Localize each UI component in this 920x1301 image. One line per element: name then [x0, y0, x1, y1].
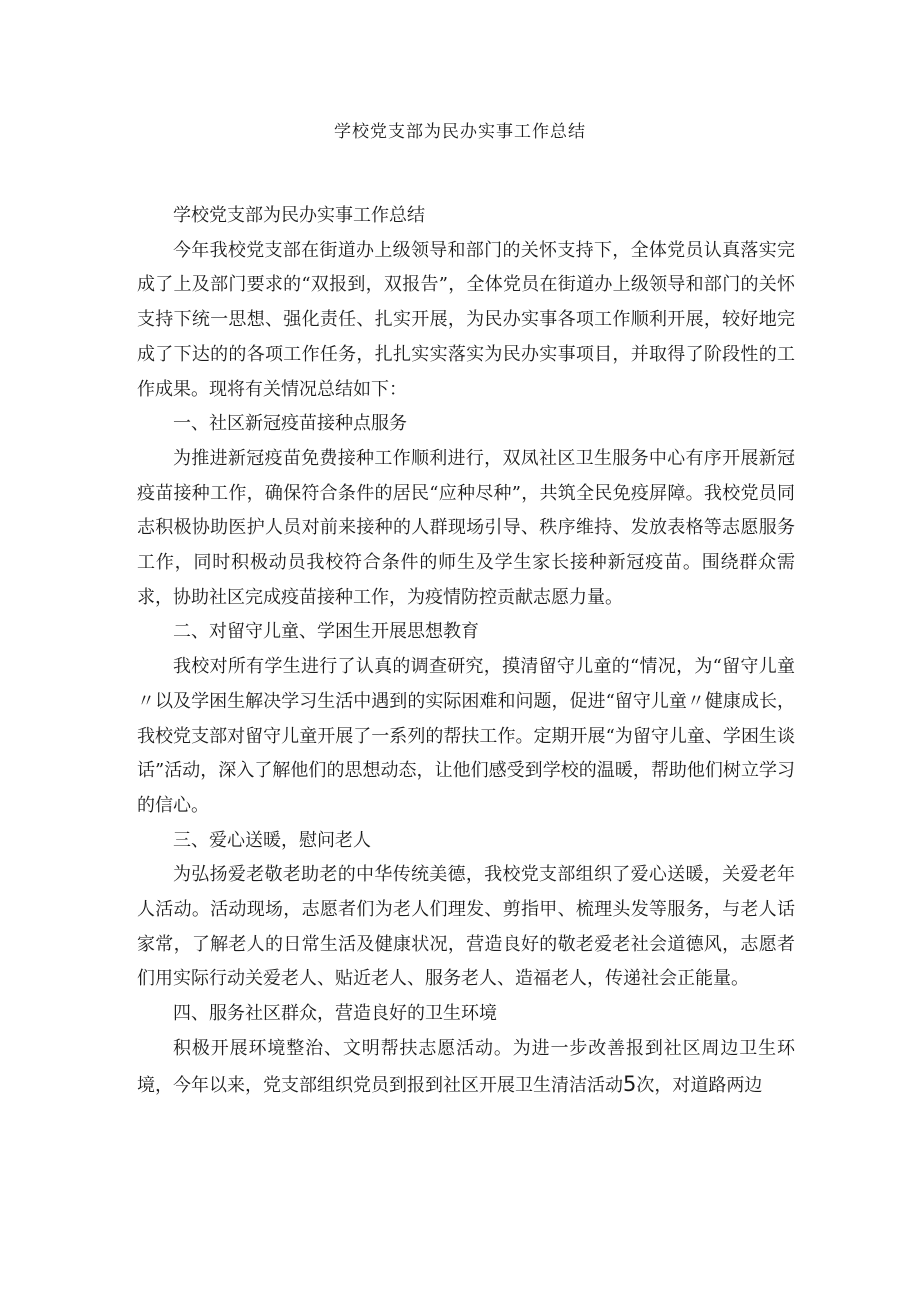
section-body-1: 为推进新冠疫苗免费接种工作顺利进行，双凤社区卫生服务中心有序开展新冠疫苗接种工作，确保符合条件的居民“应种尽种”，共筑全民免疫屏障。我校党员同志积极协助医护人员对前来接种的人群现场引导、秩序维持、发放表格等志愿服务工作，同时积极动员我校符合条件的师生及学生家长接种新冠疫苗。围绕群众需求，协助社区完成疫苗接种工作，为疫情防控贡献志愿力量。 [137, 447, 795, 608]
document-subtitle: 学校党支部为民办实事工作总结 [173, 205, 425, 226]
section-heading-2: 二、对留守儿童、学困生开展思想教育 [173, 621, 479, 643]
document-body [137, 199, 795, 1103]
section-heading-4: 四、服务社区群众，营造良好的卫生环境 [173, 1003, 497, 1025]
document-title: 学校党支部为民办实事工作总结 [334, 122, 586, 142]
section-body-4 [137, 1032, 795, 1103]
section-heading-1: 一、社区新冠疫苗接种点服务 [173, 413, 407, 435]
intro-paragraph: 今年我校党支部在街道办上级领导和部门的关怀支持下，全体党员认真落实完成了上及部门要求的“双报到，双报告”，全体党员在街道办上级领导和部门的关怀支持下统一思想、强化责任、扎实开展，为民办实事各项工作顺利开展，较好地完成了下达的的各项工作任务，扎扎实实落实为民办实事项目，并取得了阶段性的工作成果。现将有关情况总结如下： [137, 239, 795, 400]
section-body-4-part-2: 次，对道路两边 [636, 1074, 763, 1096]
section-body-3: 为弘扬爱老敬老助老的中华传统美德，我校党支部组织了爱心送暖，关爱老年人活动。活动现场，志愿者们为老人们理发、剪指甲、梳理头发等服务，与老人话家常，了解老人的日常生活及健康状况，营造良好的敬老爱老社会道德风，志愿者们用实际行动关爱老人、贴近老人、服务老人、造福老人，传递社会正能量。 [137, 864, 795, 990]
section-body-4-part-1: 积极开展环境整治、文明帮扶志愿活动。为进一步改善报到社区周边卫生环境，今年以来，党支部组织党员到报到社区开展卫生清洁活动 [137, 1037, 795, 1096]
section-body-2: 我校对所有学生进行了认真的调查研究，摸清留守儿童的“情况，为“留守儿童〃以及学困生解决学习生活中遇到的实际困难和问题，促进“留守儿童〃健康成长，我校党支部对留守儿童开展了一系列的帮扶工作。定期开展“为留守儿童、学困生谈话”活动，深入了解他们的思想动态，让他们感受到学校的温暖，帮助他们树立学习的信心。 [137, 656, 795, 816]
cleanup-count: 5 [623, 1071, 637, 1096]
section-heading-3: 三、爱心送暖，慰问老人 [173, 829, 371, 851]
